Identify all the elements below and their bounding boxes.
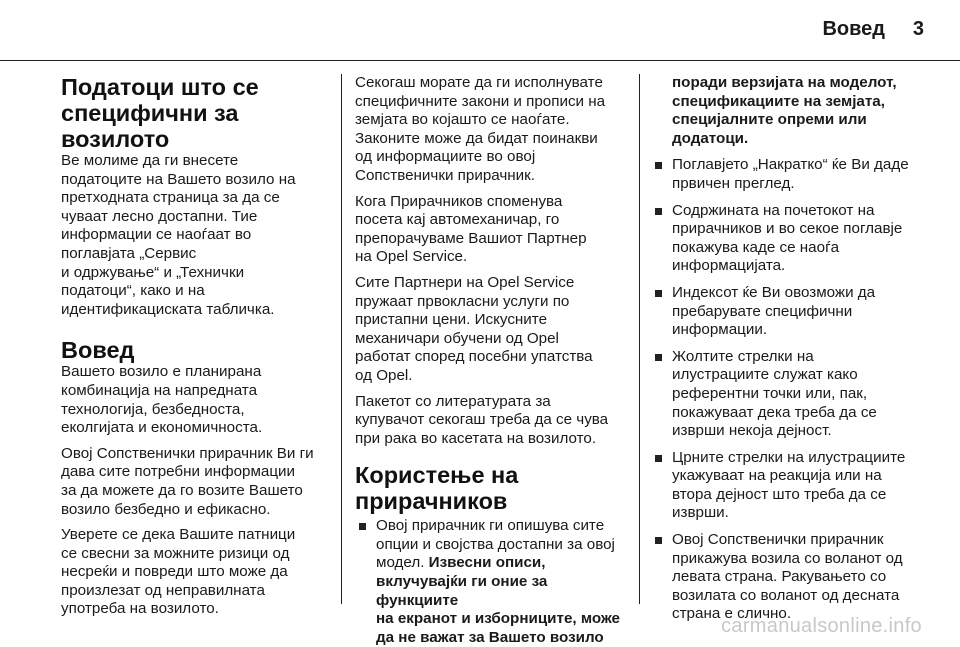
bullet-text: Содржината на почетокот на прирачников и во секое поглавје покажува каде се наоѓа информацијата. — [672, 201, 903, 275]
list-item — [355, 517, 630, 647]
paragraph-intro-2: Овој Сопственички прирачник Ви ги дава сите потребни информации за да можете да го возите Вашето возило безбедно и ефикасно. — [61, 444, 314, 518]
bullet-list-using — [355, 517, 630, 647]
bullet-text: Овој Сопственички прирачник прикажува возила со воланот од левата страна. Ракувањето со возилата со воланот од десната страна е слично. — [672, 531, 903, 623]
column-1 — [61, 74, 324, 618]
bullet-square-icon — [655, 162, 662, 169]
bullet-square-icon — [655, 290, 662, 297]
paragraph-workshop: Кога Прирачников споменува посета кај автомеханичар, го препорачуваме Вашиот Партнер на Opel Service. — [355, 192, 587, 266]
bullet-square-icon — [655, 537, 662, 544]
bullet-square-icon — [655, 455, 662, 462]
continued-bold-text: поради верзијата на моделот, спецификациите на земјата, специјалните опреми или додатоци. — [672, 74, 897, 147]
heading-introduction: Вовед — [61, 337, 135, 364]
column-divider-2 — [639, 74, 640, 604]
list-item — [651, 284, 926, 340]
watermark: carmanualsonline.info — [721, 615, 922, 637]
column-divider-1 — [341, 74, 342, 604]
paragraph-vehicle-data: Ве молиме да ги внесете податоците на Вашето возило на претходната страница за да се чуваат лесно достапни. Тие информации се наоѓаат во поглавјата „Сервис и одржување“ и „Технички податоци“, како и на идентификациската табличка. — [61, 152, 296, 318]
heading-vehicle-data: Податоци што се специфични за возилото — [61, 74, 259, 152]
bullet-text-bold: Извесни описи, вклучувајќи ги оние за функциите на екранот и изборниците, може да не важат за Вашето возило — [376, 554, 620, 646]
bullet-square-icon — [655, 354, 662, 361]
list-item — [651, 202, 926, 276]
paragraph-intro-1: Вашето возило е планирана комбинација на напредната технологија, безбедноста, еколгијата и економичноста. — [61, 363, 263, 437]
bullet-square-icon — [359, 523, 366, 530]
bullet-list-manual — [651, 156, 926, 624]
list-item — [651, 531, 926, 624]
list-item — [651, 348, 926, 441]
section-title: Вовед — [822, 18, 885, 40]
heading-using-manual: Користење на прирачников — [355, 462, 519, 515]
column-3 — [651, 74, 926, 623]
bullet-text: Индексот ќе Ви овозможи да пребарувате специфични информации. — [672, 283, 876, 339]
bullet-text: Жолтите стрелки на илустрациите служат како референтни точки или, пак, покажуваат дека треба да се изврши некоја дејност. — [672, 347, 877, 440]
paragraph-partners: Сите Партнери на Opel Service пружаат првокласни услуги по пристапни цени. Искусните механичари обучени од Opel работат според посебни упатства од Opel. — [355, 273, 593, 384]
bullet-text: Овој прирачник ги опишува сите опции и својства достапни за овој модел. — [376, 517, 615, 572]
paragraph-intro-3: Уверете се дека Вашите патници се свесни за можните ризици од несреќи и повреди што може да произлезат од неправилната употреба на возилото. — [61, 526, 296, 618]
column-2 — [355, 74, 630, 646]
bullet-text: Поглавјето „Накратко“ ќе Ви даде првичен преглед. — [672, 156, 909, 192]
page-number: 3 — [912, 18, 924, 40]
header-rule — [0, 60, 960, 61]
page-header — [0, 0, 960, 62]
list-item — [651, 156, 926, 193]
bullet-text: Црните стрелки на илустрациите укажуваат на реакција или на втора дејност што треба да се изврши. — [672, 448, 906, 522]
paragraph-literature: Пакетот со литературата за купувачот секогаш треба да се чува при рака во касетата на возилото. — [355, 392, 609, 447]
list-item — [651, 449, 926, 523]
bullet-square-icon — [655, 208, 662, 215]
paragraph-laws: Секогаш морате да ги исполнувате специфичните закони и прописи на земјата во којашто се наоѓате. Законите може да бидат поинакви од информациите во овој Сопственички прирачник. — [355, 74, 606, 184]
